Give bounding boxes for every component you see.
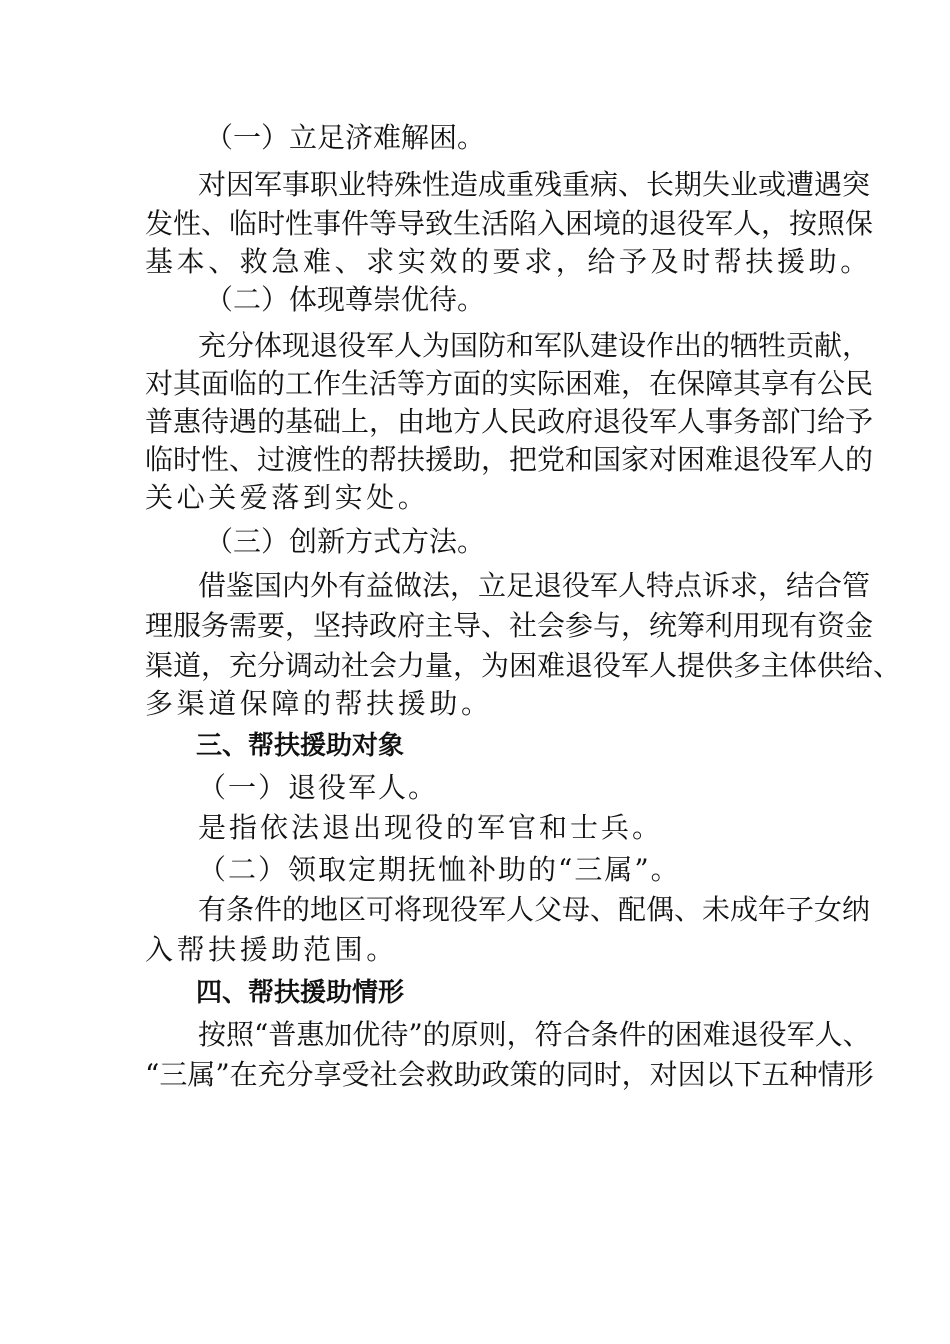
subheading: （三）创新方式方法。 — [205, 525, 486, 558]
body-line: 借鉴国内外有益做法，立足退役军人特点诉求，结合管 — [198, 569, 871, 602]
section-heading: 四、帮扶援助情形 — [196, 978, 405, 1008]
body-line: “三属”在充分享受社会救助政策的同时，对因以下五种情形 — [145, 1058, 874, 1091]
subheading: （二）领取定期抚恤补助的“三属”。 — [198, 853, 681, 886]
subheading: （一）退役军人。 — [198, 771, 439, 804]
body-line: 基本、救急难、求实效的要求，给予及时帮扶援助。 — [145, 245, 872, 278]
body-line: 发性、临时性事件等导致生活陷入困境的退役军人，按照保 — [145, 207, 874, 240]
body-line: 有条件的地区可将现役军人父母、配偶、未成年子女纳 — [198, 893, 871, 926]
body-line: 按照“普惠加优待”的原则，符合条件的困难退役军人、 — [198, 1018, 871, 1051]
body-line: 对因军事职业特殊性造成重残重病、长期失业或遭遇突 — [198, 168, 871, 201]
section-heading: 三、帮扶援助对象 — [196, 731, 405, 761]
body-line: 充分体现退役军人为国防和军队建设作出的牺牲贡献， — [198, 329, 871, 362]
body-line: 关心关爱落到实处。 — [145, 481, 430, 514]
body-line: 多渠道保障的帮扶援助。 — [145, 687, 493, 720]
body-line: 普惠待遇的基础上，由地方人民政府退役军人事务部门给予 — [145, 405, 874, 438]
body-line: 是指依法退出现役的军官和士兵。 — [198, 811, 664, 844]
body-line: 入帮扶援助范围。 — [145, 933, 398, 966]
body-line: 对其面临的工作生活等方面的实际困难，在保障其享有公民 — [145, 367, 874, 400]
body-line: 临时性、过渡性的帮扶援助，把党和国家对困难退役军人的 — [145, 443, 874, 476]
body-line: 理服务需要，坚持政府主导、社会参与，统筹利用现有资金 — [145, 609, 874, 642]
body-line: 渠道，充分调动社会力量，为困难退役军人提供多主体供给、 — [145, 649, 902, 682]
subheading: （一）立足济难解困。 — [205, 121, 486, 154]
subheading: （二）体现尊崇优待。 — [205, 283, 486, 316]
